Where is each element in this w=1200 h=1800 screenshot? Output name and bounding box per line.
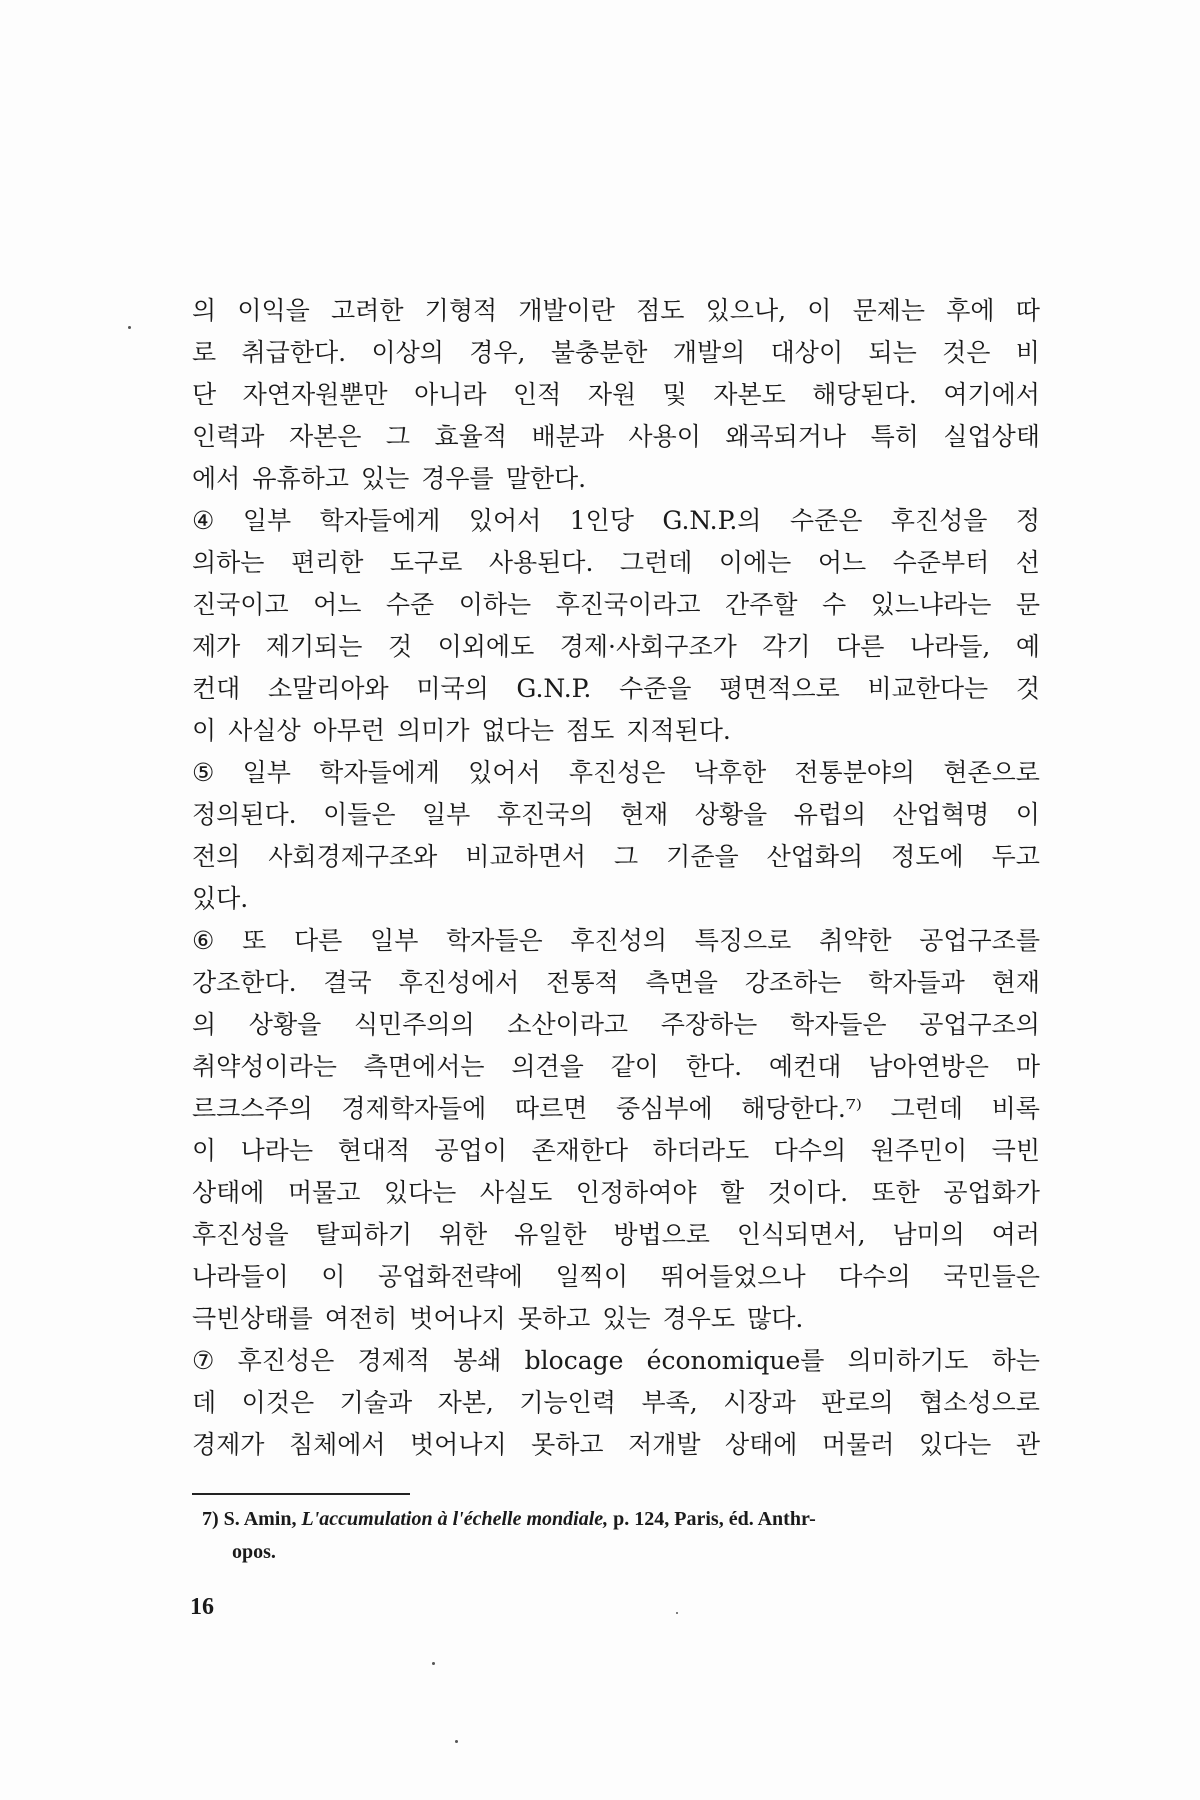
footnote-author: S. Amin, [223, 1508, 297, 1530]
footnote-continuation: opos. [232, 1541, 276, 1563]
footnote-line-1 [202, 1503, 1040, 1536]
text-line: 경제가 침체에서 벗어나지 못하고 저개발 상태에 머물러 있다는 관 [192, 1430, 1040, 1459]
footnote-marker: 7) [202, 1508, 219, 1530]
text-line: 있다. [192, 884, 249, 913]
text-line: 제가 제기되는 것 이외에도 경제·사회구조가 각기 다른 나라들, 예 [192, 632, 1040, 661]
text-line: 로 취급한다. 이상의 경우, 불충분한 개발의 대상이 되는 것은 비 [192, 338, 1040, 367]
text-line: 진국이고 어느 수준 이하는 후진국이라고 간주할 수 있느냐라는 문 [192, 590, 1040, 619]
scan-speck [432, 1662, 435, 1665]
text-line: 데 이것은 기술과 자본, 기능인력 부족, 시장과 판로의 협소성으로 [192, 1388, 1040, 1417]
text-line: 이 사실상 아무런 의미가 없다는 점도 지적된다. [192, 716, 731, 745]
text-line: 의하는 편리한 도구로 사용된다. 그런데 이에는 어느 수준부터 선 [192, 548, 1040, 577]
footnote [202, 1503, 1040, 1569]
body-text [192, 290, 1040, 1466]
page-number: 16 [190, 1594, 214, 1620]
text-line: 컨대 소말리아와 미국의 G.N.P. 수준을 평면적으로 비교한다는 것 [192, 674, 1040, 703]
text-line: ⑤ 일부 학자들에게 있어서 후진성은 낙후한 전통분야의 현존으로 [192, 758, 1040, 787]
text-line: 의 상황을 식민주의의 소산이라고 주장하는 학자들은 공업구조의 [192, 1010, 1040, 1039]
footnote-details: p. 124, Paris, éd. Anthr- [613, 1508, 816, 1530]
text-line: 전의 사회경제구조와 비교하면서 그 기준을 산업화의 정도에 두고 [192, 842, 1040, 871]
text-line: 취약성이라는 측면에서는 의견을 같이 한다. 예컨대 남아연방은 마 [192, 1052, 1040, 1081]
text-line: ④ 일부 학자들에게 있어서 1인당 G.N.P.의 수준은 후진성을 정 [192, 506, 1040, 535]
footnote-line-2 [202, 1536, 1040, 1569]
text-line: 단 자연자원뿐만 아니라 인적 자원 및 자본도 해당된다. 여기에서 [192, 380, 1040, 409]
text-line: 강조한다. 결국 후진성에서 전통적 측면을 강조하는 학자들과 현재 [192, 968, 1040, 997]
text-line: 나라들이 이 공업화전략에 일찍이 뛰어들었으나 다수의 국민들은 [192, 1262, 1040, 1291]
scan-speck [128, 326, 131, 329]
text-line: 정의된다. 이들은 일부 후진국의 현재 상황을 유럽의 산업혁명 이 [192, 800, 1040, 829]
text-line: 인력과 자본은 그 효율적 배분과 사용이 왜곡되거나 특히 실업상태 [192, 422, 1040, 451]
text-line: 에서 유휴하고 있는 경우를 말한다. [192, 464, 587, 493]
scan-speck [455, 1740, 458, 1743]
text-line: 극빈상태를 여전히 벗어나지 못하고 있는 경우도 많다. [192, 1304, 804, 1333]
text-line: 르크스주의 경제학자들에 따르면 중심부에 해당한다.⁷⁾ 그런데 비록 [192, 1094, 1040, 1123]
text-line: 후진성을 탈피하기 위한 유일한 방법으로 인식되면서, 남미의 여러 [192, 1220, 1040, 1249]
text-line: ⑦ 후진성은 경제적 봉쇄 blocage économique를 의미하기도 하는 [192, 1346, 1040, 1375]
scan-speck [676, 1612, 678, 1614]
footnote-separator [192, 1493, 410, 1495]
text-line: 상태에 머물고 있다는 사실도 인정하여야 할 것이다. 또한 공업화가 [192, 1178, 1040, 1207]
text-line: 의 이익을 고려한 기형적 개발이란 점도 있으나, 이 문제는 후에 따 [192, 296, 1040, 325]
text-line: ⑥ 또 다른 일부 학자들은 후진성의 특징으로 취약한 공업구조를 [192, 926, 1040, 955]
footnote-title: L'accumulation à l'échelle mondiale, [301, 1508, 609, 1530]
text-line: 이 나라는 현대적 공업이 존재한다 하더라도 다수의 원주민이 극빈 [192, 1136, 1040, 1165]
